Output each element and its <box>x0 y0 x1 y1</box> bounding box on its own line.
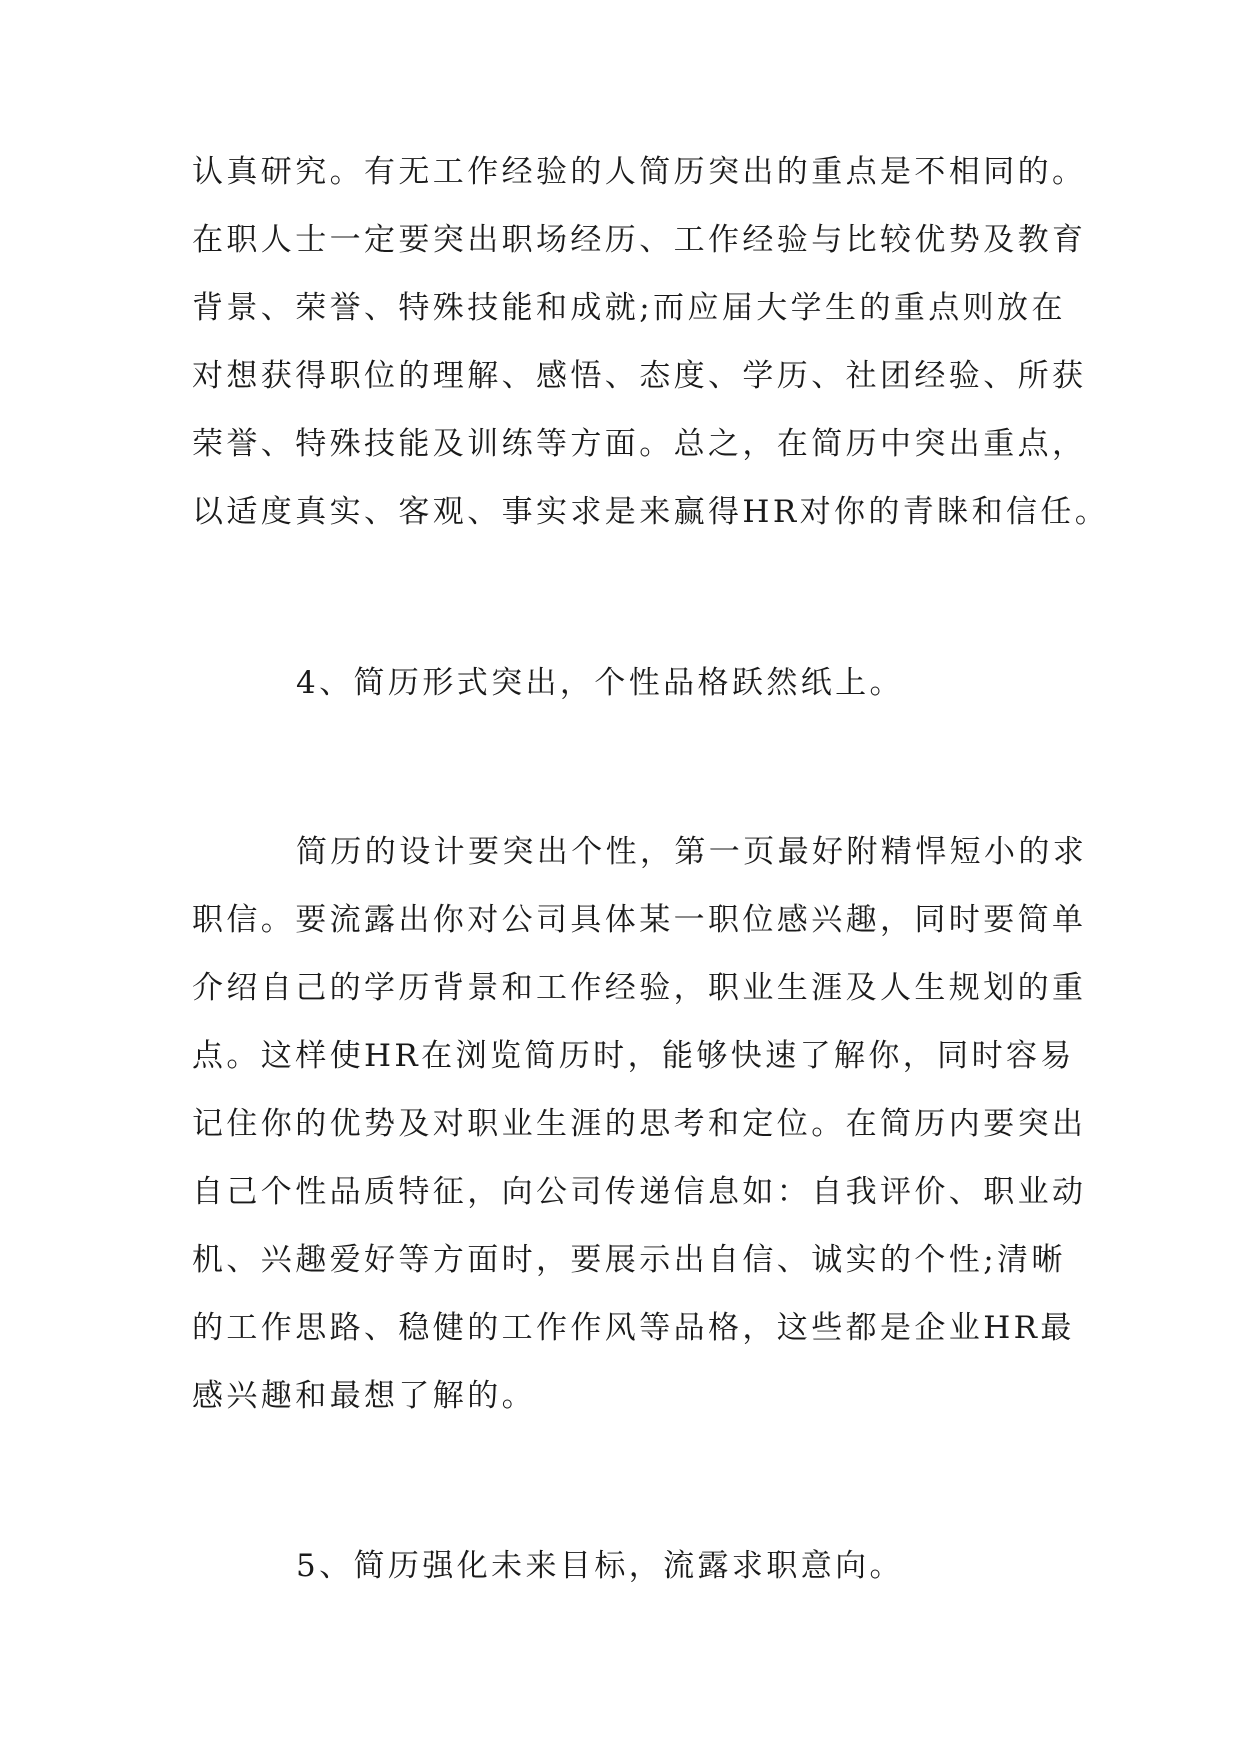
paragraph-line: 点。这样使HR在浏览简历时，能够快速了解你，同时容易 <box>192 1038 1075 1074</box>
paragraph-line: 介绍自己的学历背景和工作经验，职业生涯及人生规划的重 <box>192 970 1087 1006</box>
section-heading-5: 5、简历强化未来目标，流露求职意向。 <box>296 1548 904 1584</box>
paragraph-line: 对想获得职位的理解、感悟、态度、学历、社团经验、所获 <box>192 358 1087 394</box>
section-heading-4: 4、简历形式突出，个性品格跃然纸上。 <box>296 665 904 701</box>
paragraph-line: 机、兴趣爱好等方面时，要展示出自信、诚实的个性;清晰 <box>192 1242 1066 1278</box>
paragraph-line: 简历的设计要突出个性，第一页最好附精悍短小的求 <box>296 834 1088 870</box>
paragraph-line: 记住你的优势及对职业生涯的思考和定位。在简历内要突出 <box>192 1106 1087 1142</box>
paragraph-line: 以适度真实、客观、事实求是来赢得HR对你的青睐和信任。 <box>192 494 1110 530</box>
paragraph-line: 认真研究。有无工作经验的人简历突出的重点是不相同的。 <box>192 154 1087 190</box>
paragraph-line: 自己个性品质特征，向公司传递信息如：自我评价、职业动 <box>192 1174 1087 1210</box>
paragraph-line: 荣誉、特殊技能及训练等方面。总之，在简历中突出重点， <box>192 426 1087 462</box>
paragraph-line: 的工作思路、稳健的工作作风等品格，这些都是企业HR最 <box>192 1310 1075 1346</box>
paragraph-line: 在职人士一定要突出职场经历、工作经验与比较优势及教育 <box>192 222 1087 258</box>
paragraph-line: 感兴趣和最想了解的。 <box>192 1378 536 1414</box>
paragraph-line: 背景、荣誉、特殊技能和成就;而应届大学生的重点则放在 <box>192 290 1066 326</box>
paragraph-line: 职信。要流露出你对公司具体某一职位感兴趣，同时要简单 <box>192 902 1087 938</box>
